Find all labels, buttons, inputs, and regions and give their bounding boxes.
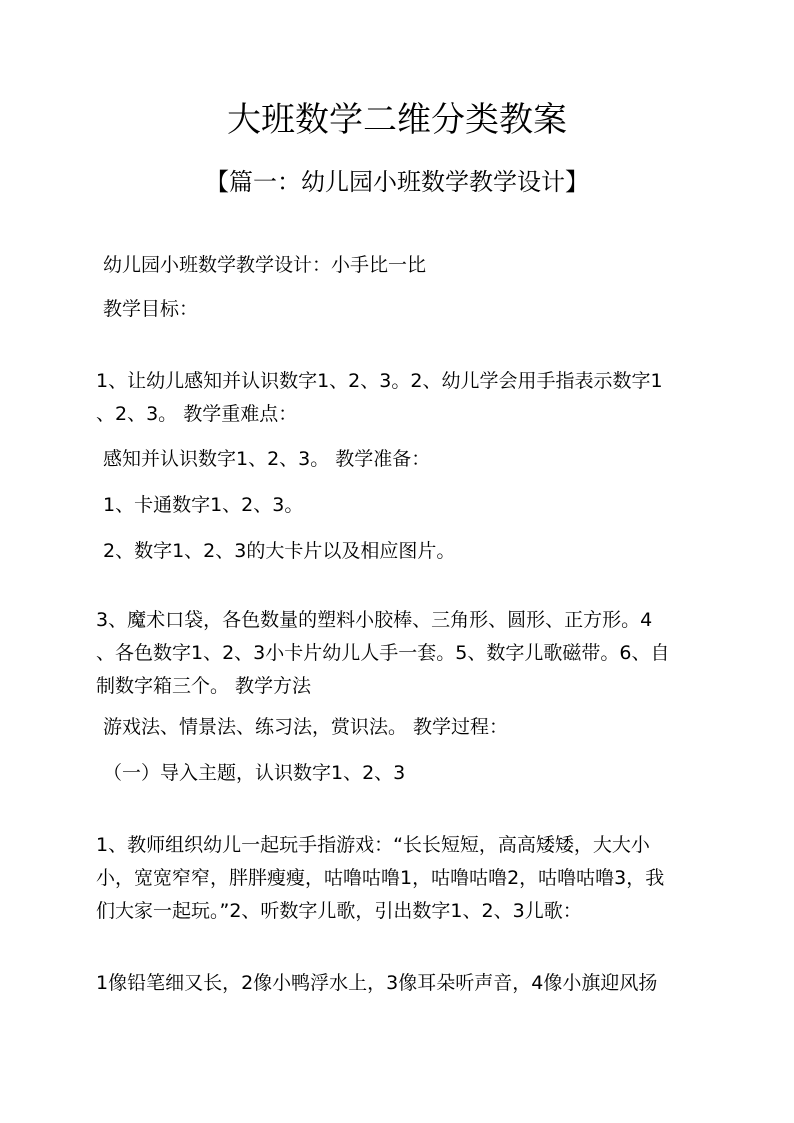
text-line: 1、卡通数字1、2、3。 [103, 494, 304, 516]
paragraph-goals [96, 365, 702, 431]
text-line: 、2、3。 教学重难点： [96, 403, 298, 425]
paragraph-finger-game [96, 829, 702, 928]
section-heading: （一）导入主题，认识数字1、2、3 [103, 762, 406, 784]
text-line: 游戏法、情景法、练习法，赏识法。 教学过程： [103, 716, 509, 738]
paragraph-preparation [96, 604, 702, 703]
text-line: 1像铅笔细又长，2像小鸭浮水上，3像耳朵听声音，4像小旗迎风扬 [96, 972, 658, 994]
design-title-line: 幼儿园小班数学教学设计：小手比一比 [103, 254, 427, 276]
text-line: 们大家一起玩。”2、听数字儿歌，引出数字1、2、3儿歌： [96, 900, 582, 922]
text-line: 制数字箱三个。 教学方法 [96, 675, 312, 697]
text-line: 1、让幼儿感知并认识数字1、2、3。2、幼儿学会用手指表示数字1 [96, 370, 663, 392]
text-line: 、各色数字1、2、3小卡片幼儿人手一套。5、数字儿歌磁带。6、自 [96, 642, 670, 664]
text-line: 2、数字1、2、3的大卡片以及相应图片。 [103, 540, 456, 562]
text-line: 感知并认识数字1、2、3。 教学准备： [103, 448, 431, 470]
text-line: 1、教师组织幼儿一起玩手指游戏：“长长短短，高高矮矮，大大小 [96, 834, 650, 856]
teaching-goals-heading: 教学目标： [103, 298, 199, 320]
document-subtitle: 【篇一：幼儿园小班数学教学设计】 [205, 168, 589, 196]
document-title: 大班数学二维分类教案 [227, 100, 567, 140]
text-line: 小，宽宽窄窄，胖胖瘦瘦，咕噜咕噜1，咕噜咕噜2，咕噜咕噜3，我 [96, 867, 665, 889]
text-line: 3、魔术口袋，各色数量的塑料小胶棒、三角形、圆形、正方形。4 [96, 609, 653, 631]
